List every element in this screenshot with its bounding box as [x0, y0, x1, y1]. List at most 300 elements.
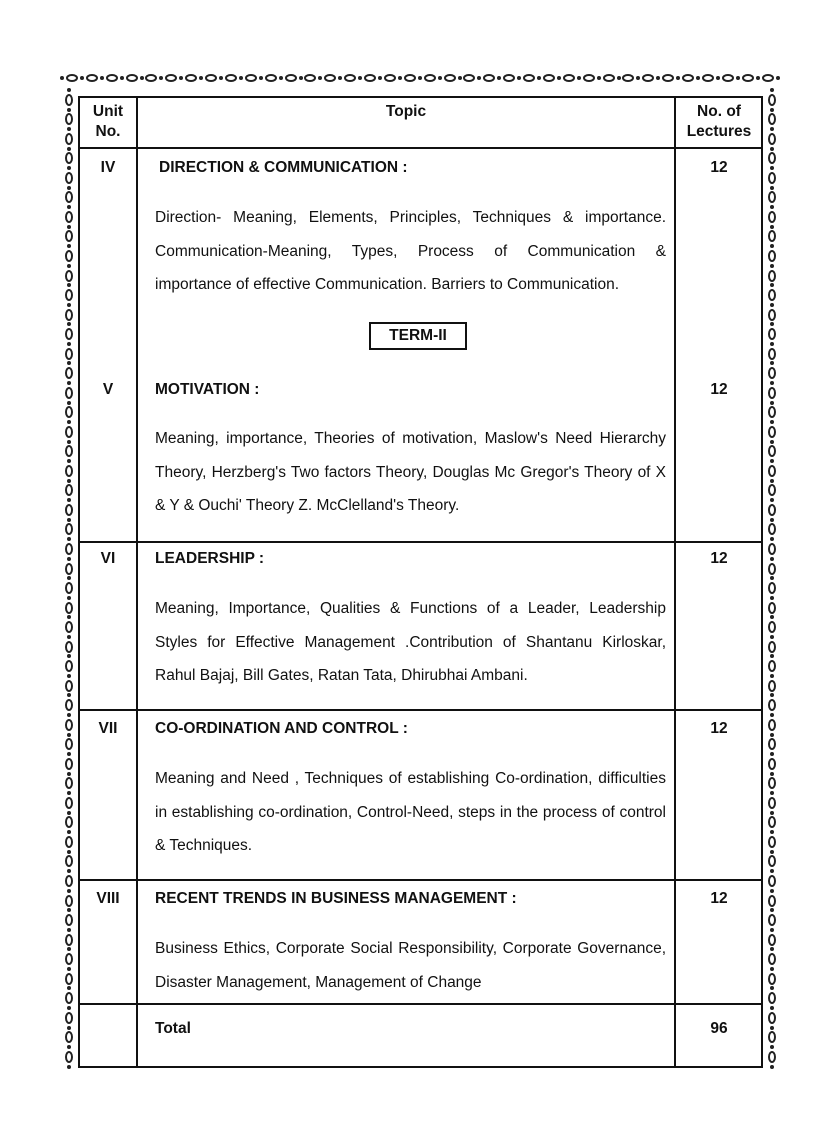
chain-link: [65, 289, 73, 301]
chain-dot: [67, 928, 71, 932]
chain-dot: [517, 76, 521, 80]
chain-link: [65, 348, 73, 360]
chain-link: [65, 152, 73, 164]
chain-link: [768, 289, 776, 301]
chain-dot: [770, 381, 774, 385]
chain-link: [185, 74, 197, 82]
chain-dot: [597, 76, 601, 80]
chain-link: [65, 875, 73, 887]
chain-link: [563, 74, 575, 82]
chain-link: [722, 74, 734, 82]
unit-number: VII: [98, 720, 118, 737]
chain-dot: [67, 772, 71, 776]
lecture-count: 12: [710, 381, 728, 398]
chain-dot: [770, 733, 774, 737]
chain-dot: [67, 713, 71, 717]
chain-dot: [770, 1026, 774, 1030]
chain-dot: [318, 76, 322, 80]
chain-dot: [67, 88, 71, 92]
chain-dot: [770, 147, 774, 151]
chain-dot: [279, 76, 283, 80]
chain-dot: [438, 76, 442, 80]
syllabus-table: [78, 96, 763, 1068]
chain-link: [768, 1012, 776, 1024]
chain-dot: [67, 225, 71, 229]
chain-dot: [67, 1006, 71, 1010]
chain-link: [463, 74, 475, 82]
chain-link: [65, 934, 73, 946]
chain-link: [768, 94, 776, 106]
chain-link: [66, 74, 78, 82]
chain-link: [126, 74, 138, 82]
chain-dot: [67, 557, 71, 561]
chain-link: [768, 738, 776, 750]
chain-dot: [770, 166, 774, 170]
row-divider: [80, 1003, 761, 1005]
chain-dot: [67, 850, 71, 854]
chain-link: [768, 113, 776, 125]
chain-dot: [770, 459, 774, 463]
chain-link: [205, 74, 217, 82]
chain-link: [65, 445, 73, 457]
chain-link: [768, 680, 776, 692]
chain-dot: [67, 498, 71, 502]
chain-link: [65, 1012, 73, 1024]
chain-dot: [770, 342, 774, 346]
chain-link: [65, 523, 73, 535]
chain-dot: [67, 518, 71, 522]
chain-link: [106, 74, 118, 82]
chain-link: [768, 504, 776, 516]
chain-link: [768, 816, 776, 828]
chain-dot: [770, 498, 774, 502]
chain-dot: [338, 76, 342, 80]
column-divider: [136, 98, 138, 1066]
row-divider: [80, 147, 761, 149]
chain-dot: [770, 1045, 774, 1049]
chain-link: [768, 328, 776, 340]
chain-link: [768, 563, 776, 575]
chain-dot: [770, 518, 774, 522]
chain-link: [768, 758, 776, 770]
chain-dot: [770, 811, 774, 815]
chain-link: [444, 74, 456, 82]
decorative-border-left: [62, 88, 76, 1070]
chain-dot: [770, 596, 774, 600]
chain-dot: [67, 186, 71, 190]
chain-link: [603, 74, 615, 82]
topic-description: Business Ethics, Corporate Social Responsibility, Corporate Governance, Disaster Management, Management of Change: [155, 940, 666, 991]
chain-link: [65, 191, 73, 203]
chain-dot: [770, 127, 774, 131]
chain-dot: [67, 791, 71, 795]
chain-link: [768, 973, 776, 985]
chain-link: [65, 777, 73, 789]
chain-link: [768, 855, 776, 867]
chain-dot: [67, 361, 71, 365]
chain-link: [768, 660, 776, 672]
chain-dot: [140, 76, 144, 80]
chain-link: [65, 680, 73, 692]
lecture-count: 12: [710, 159, 728, 176]
chain-dot: [67, 674, 71, 678]
chain-dot: [120, 76, 124, 80]
chain-dot: [67, 537, 71, 541]
chain-dot: [756, 76, 760, 80]
chain-dot: [617, 76, 621, 80]
chain-link: [768, 1051, 776, 1063]
chain-dot: [770, 264, 774, 268]
chain-link: [65, 172, 73, 184]
chain-link: [768, 934, 776, 946]
chain-link: [642, 74, 654, 82]
chain-dot: [67, 108, 71, 112]
chain-link: [662, 74, 674, 82]
chain-link: [768, 523, 776, 535]
chain-link: [65, 914, 73, 926]
chain-dot: [67, 908, 71, 912]
chain-dot: [770, 713, 774, 717]
chain-dot: [557, 76, 561, 80]
chain-link: [364, 74, 376, 82]
chain-dot: [770, 479, 774, 483]
chain-dot: [80, 76, 84, 80]
chain-link: [65, 133, 73, 145]
lecture-count: 12: [710, 890, 728, 907]
topic-heading: DIRECTION & COMMUNICATION :: [159, 159, 408, 176]
chain-link: [768, 387, 776, 399]
column-divider: [674, 98, 676, 1066]
lecture-count: 12: [710, 550, 728, 567]
chain-dot: [770, 322, 774, 326]
chain-dot: [67, 420, 71, 424]
topic-description: Direction- Meaning, Elements, Principles, Techniques & importance. Communication-Meaning, Types, Process of Communication & importance of effective Communication. Barriers to Communication.: [155, 209, 666, 293]
chain-dot: [67, 830, 71, 834]
chain-dot: [770, 772, 774, 776]
chain-dot: [67, 654, 71, 658]
chain-dot: [67, 967, 71, 971]
chain-link: [65, 563, 73, 575]
chain-link: [65, 602, 73, 614]
chain-dot: [67, 869, 71, 873]
chain-dot: [770, 947, 774, 951]
chain-link: [65, 816, 73, 828]
chain-dot: [696, 76, 700, 80]
chain-link: [768, 641, 776, 653]
chain-dot: [770, 850, 774, 854]
chain-link: [768, 777, 776, 789]
chain-link: [165, 74, 177, 82]
chain-link: [285, 74, 297, 82]
topic-heading: RECENT TRENDS IN BUSINESS MANAGEMENT :: [155, 890, 517, 907]
topic-heading: CO-ORDINATION AND CONTROL :: [155, 720, 408, 737]
chain-dot: [477, 76, 481, 80]
chain-link: [523, 74, 535, 82]
chain-link: [404, 74, 416, 82]
chain-link: [768, 953, 776, 965]
chain-link: [65, 426, 73, 438]
chain-dot: [179, 76, 183, 80]
chain-link: [384, 74, 396, 82]
chain-link: [543, 74, 555, 82]
chain-dot: [67, 459, 71, 463]
chain-dot: [67, 889, 71, 893]
chain-dot: [770, 186, 774, 190]
chain-dot: [770, 303, 774, 307]
chain-link: [768, 348, 776, 360]
chain-dot: [770, 967, 774, 971]
chain-dot: [716, 76, 720, 80]
chain-dot: [770, 635, 774, 639]
chain-dot: [636, 76, 640, 80]
chain-dot: [358, 76, 362, 80]
chain-dot: [418, 76, 422, 80]
topic-heading: LEADERSHIP :: [155, 550, 265, 567]
chain-link: [225, 74, 237, 82]
chain-link: [145, 74, 157, 82]
chain-link: [65, 855, 73, 867]
unit-number: V: [102, 381, 114, 398]
chain-dot: [770, 752, 774, 756]
chain-dot: [67, 322, 71, 326]
chain-link: [768, 250, 776, 262]
chain-dot: [67, 205, 71, 209]
chain-link: [65, 1051, 73, 1063]
chain-dot: [458, 76, 462, 80]
chain-dot: [770, 244, 774, 248]
chain-link: [682, 74, 694, 82]
chain-link: [65, 94, 73, 106]
chain-dot: [537, 76, 541, 80]
chain-link: [65, 621, 73, 633]
chain-link: [65, 758, 73, 770]
unit-number: VIII: [96, 890, 120, 907]
chain-link: [702, 74, 714, 82]
chain-dot: [67, 576, 71, 580]
chain-link: [768, 797, 776, 809]
chain-dot: [259, 76, 263, 80]
chain-link: [768, 445, 776, 457]
chain-dot: [770, 1006, 774, 1010]
chain-link: [768, 836, 776, 848]
chain-dot: [770, 615, 774, 619]
chain-link: [245, 74, 257, 82]
chain-link: [768, 875, 776, 887]
chain-link: [65, 1031, 73, 1043]
chain-link: [483, 74, 495, 82]
chain-dot: [770, 108, 774, 112]
chain-link: [65, 250, 73, 262]
chain-dot: [67, 752, 71, 756]
topic-heading: MOTIVATION :: [155, 381, 260, 398]
chain-link: [65, 270, 73, 282]
chain-dot: [67, 947, 71, 951]
chain-link: [583, 74, 595, 82]
chain-link: [768, 1031, 776, 1043]
chain-link: [304, 74, 316, 82]
chain-dot: [60, 76, 64, 80]
chain-link: [65, 738, 73, 750]
chain-dot: [67, 147, 71, 151]
chain-link: [86, 74, 98, 82]
chain-link: [768, 133, 776, 145]
chain-link: [768, 191, 776, 203]
chain-link: [768, 621, 776, 633]
chain-link: [742, 74, 754, 82]
chain-link: [65, 953, 73, 965]
chain-dot: [67, 986, 71, 990]
chain-link: [65, 465, 73, 477]
chain-dot: [770, 674, 774, 678]
chain-link: [768, 543, 776, 555]
decorative-border-right: [765, 88, 779, 1070]
chain-dot: [67, 127, 71, 131]
chain-dot: [67, 635, 71, 639]
chain-dot: [159, 76, 163, 80]
chain-dot: [770, 928, 774, 932]
unit-number: IV: [100, 159, 116, 176]
chain-dot: [67, 733, 71, 737]
topic-description: Meaning, importance, Theories of motivation, Maslow's Need Hierarchy Theory, Herzberg's Two factors Theory, Douglas Mc Gregor's Theory of X & Y & Ouchi' Theory Z. McClelland's Theory.: [155, 430, 666, 514]
chain-dot: [770, 869, 774, 873]
header-topic: Topic: [385, 103, 427, 120]
chain-link: [768, 484, 776, 496]
unit-number: VI: [100, 550, 116, 567]
chain-dot: [398, 76, 402, 80]
chain-dot: [770, 557, 774, 561]
chain-dot: [770, 401, 774, 405]
chain-dot: [67, 811, 71, 815]
chain-dot: [770, 440, 774, 444]
chain-dot: [770, 908, 774, 912]
chain-link: [768, 719, 776, 731]
chain-dot: [770, 205, 774, 209]
chain-link: [65, 895, 73, 907]
chain-dot: [67, 283, 71, 287]
chain-link: [768, 914, 776, 926]
chain-dot: [770, 361, 774, 365]
chain-link: [424, 74, 436, 82]
chain-link: [265, 74, 277, 82]
chain-dot: [770, 1065, 774, 1069]
term-label: TERM-II: [369, 322, 467, 350]
chain-link: [768, 230, 776, 242]
chain-dot: [67, 693, 71, 697]
chain-link: [503, 74, 515, 82]
chain-dot: [67, 244, 71, 248]
chain-link: [65, 113, 73, 125]
chain-link: [768, 582, 776, 594]
chain-link: [768, 992, 776, 1004]
total-label: Total: [155, 1020, 191, 1037]
chain-dot: [67, 1065, 71, 1069]
topic-description: Meaning and Need , Techniques of establishing Co-ordination, difficulties in establishing co-ordination, Control-Need, steps in the process of control & Techniques.: [155, 770, 666, 854]
chain-dot: [770, 283, 774, 287]
chain-link: [65, 836, 73, 848]
chain-link: [65, 504, 73, 516]
chain-link: [65, 328, 73, 340]
chain-link: [768, 152, 776, 164]
chain-link: [344, 74, 356, 82]
chain-link: [65, 543, 73, 555]
chain-link: [65, 719, 73, 731]
chain-dot: [770, 889, 774, 893]
chain-link: [768, 309, 776, 321]
chain-link: [768, 270, 776, 282]
chain-link: [622, 74, 634, 82]
header-lectures: No. of Lectures: [686, 103, 752, 140]
chain-link: [65, 211, 73, 223]
chain-dot: [577, 76, 581, 80]
chain-dot: [67, 342, 71, 346]
chain-link: [768, 465, 776, 477]
chain-dot: [656, 76, 660, 80]
row-divider: [80, 879, 761, 881]
chain-link: [65, 797, 73, 809]
chain-dot: [497, 76, 501, 80]
chain-link: [768, 426, 776, 438]
chain-dot: [239, 76, 243, 80]
decorative-border-top: [60, 68, 780, 88]
chain-link: [65, 660, 73, 672]
row-divider: [80, 709, 761, 711]
total-lectures: 96: [710, 1020, 728, 1037]
chain-dot: [770, 791, 774, 795]
chain-dot: [770, 693, 774, 697]
chain-dot: [770, 654, 774, 658]
chain-link: [768, 406, 776, 418]
chain-link: [768, 895, 776, 907]
chain-dot: [770, 576, 774, 580]
chain-dot: [770, 88, 774, 92]
chain-dot: [776, 76, 780, 80]
chain-dot: [770, 537, 774, 541]
chain-dot: [67, 440, 71, 444]
chain-link: [324, 74, 336, 82]
chain-dot: [100, 76, 104, 80]
chain-dot: [770, 986, 774, 990]
chain-link: [768, 172, 776, 184]
chain-dot: [67, 479, 71, 483]
chain-link: [65, 387, 73, 399]
chain-link: [65, 230, 73, 242]
chain-link: [65, 992, 73, 1004]
chain-link: [65, 641, 73, 653]
chain-dot: [219, 76, 223, 80]
chain-link: [65, 484, 73, 496]
chain-dot: [67, 401, 71, 405]
chain-dot: [67, 264, 71, 268]
chain-dot: [770, 225, 774, 229]
chain-dot: [770, 420, 774, 424]
chain-link: [762, 74, 774, 82]
chain-dot: [67, 615, 71, 619]
chain-link: [65, 367, 73, 379]
chain-link: [65, 406, 73, 418]
chain-link: [65, 699, 73, 711]
lecture-count: 12: [710, 720, 728, 737]
header-unit: Unit No.: [92, 103, 124, 140]
topic-description: Meaning, Importance, Qualities & Functions of a Leader, Leadership Styles for Effective Management .Contribution of Shantanu Kirloskar, Rahul Bajaj, Bill Gates, Ratan Tata, Dhirubhai Ambani.: [155, 600, 666, 684]
chain-dot: [199, 76, 203, 80]
chain-link: [768, 367, 776, 379]
chain-link: [65, 309, 73, 321]
chain-dot: [299, 76, 303, 80]
chain-link: [65, 973, 73, 985]
chain-link: [65, 582, 73, 594]
chain-link: [768, 602, 776, 614]
chain-link: [768, 211, 776, 223]
